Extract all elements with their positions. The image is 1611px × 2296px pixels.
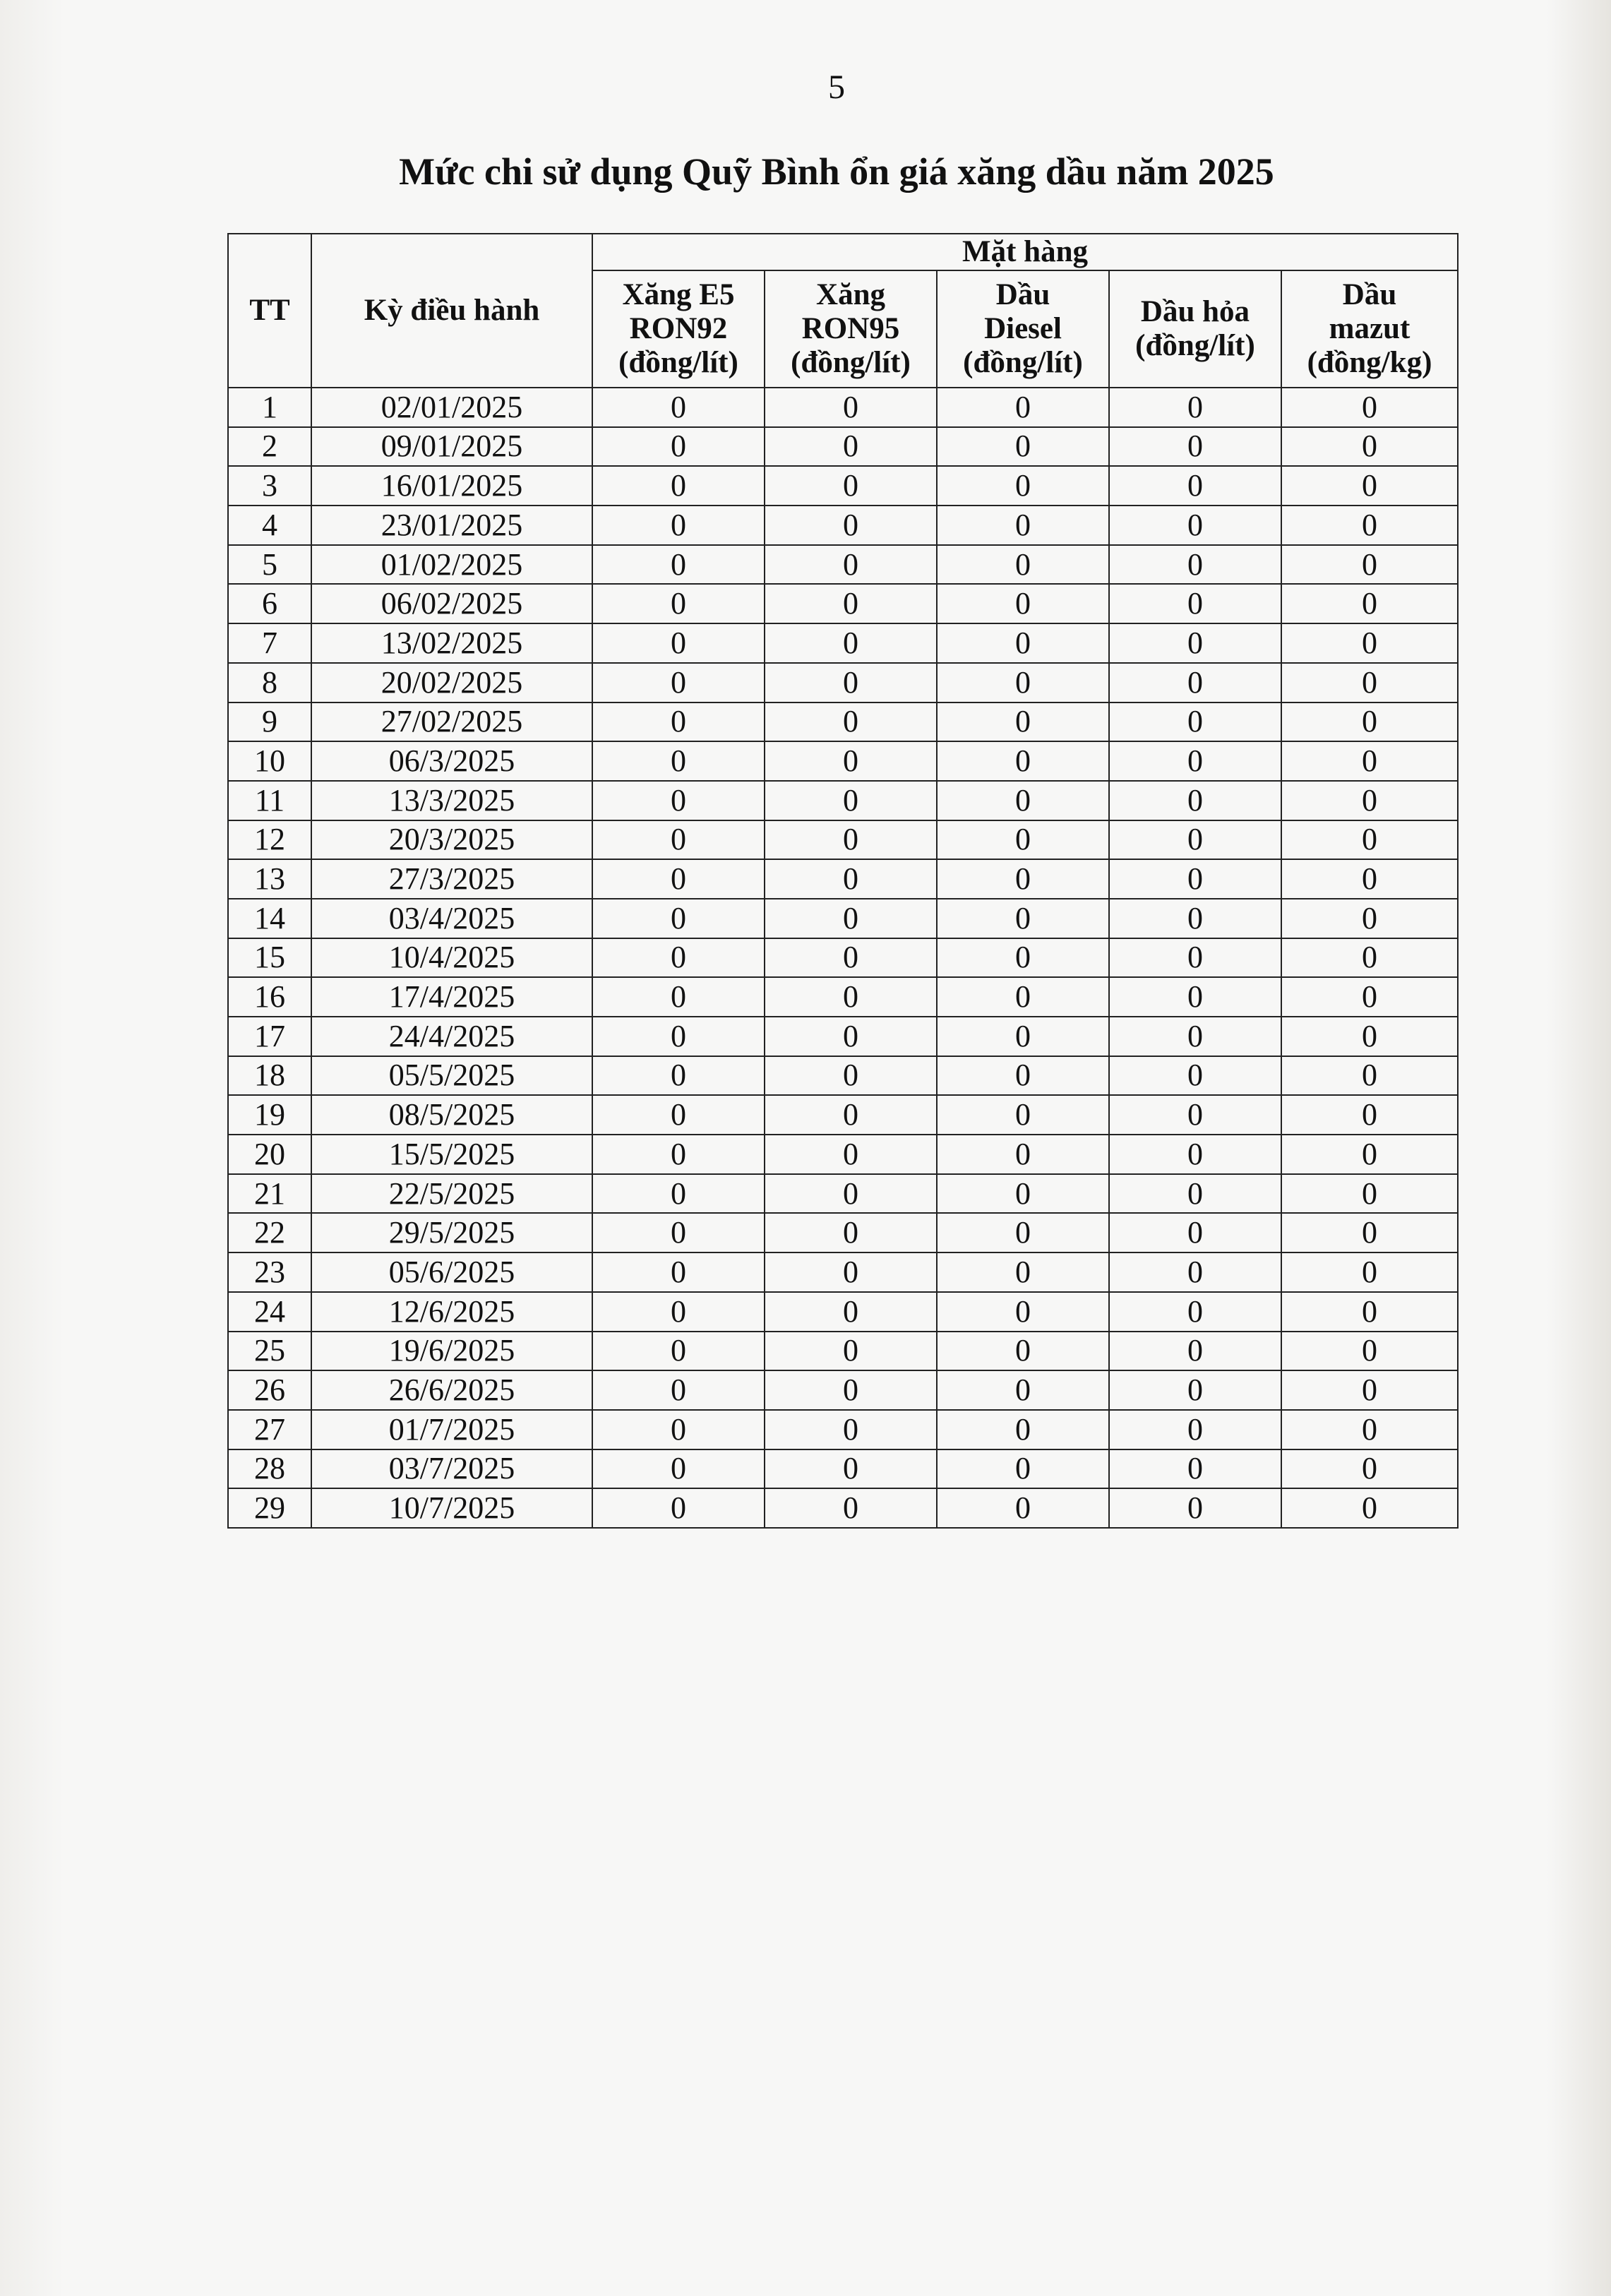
- period-cell: 17/4/2025: [311, 977, 592, 1017]
- e5-ron92-cell: 0: [592, 820, 765, 860]
- period-cell: 13/02/2025: [311, 623, 592, 663]
- ron95-cell: 0: [765, 1292, 937, 1332]
- e5-ron92-cell: 0: [592, 1213, 765, 1252]
- page-number: 5: [828, 68, 845, 106]
- mazut-cell: 0: [1281, 545, 1458, 585]
- period-cell: 19/6/2025: [311, 1332, 592, 1371]
- e5-ron92-cell: 0: [592, 899, 765, 938]
- ron95-cell: 0: [765, 388, 937, 427]
- header-e5-ron92: [592, 270, 765, 388]
- mazut-cell: 0: [1281, 584, 1458, 623]
- mazut-cell: 0: [1281, 506, 1458, 545]
- mazut-cell: 0: [1281, 1017, 1458, 1056]
- table-row: [228, 1410, 1458, 1449]
- kerosene-cell: 0: [1109, 1292, 1281, 1332]
- diesel-cell: 0: [937, 820, 1109, 860]
- table-row: [228, 781, 1458, 820]
- row-number-cell: 7: [228, 623, 311, 663]
- ron95-cell: 0: [765, 545, 937, 585]
- kerosene-cell: 0: [1109, 1056, 1281, 1096]
- period-cell: 27/02/2025: [311, 702, 592, 742]
- ron95-cell: 0: [765, 1056, 937, 1096]
- kerosene-cell: 0: [1109, 859, 1281, 899]
- ron95-cell: 0: [765, 1410, 937, 1449]
- diesel-cell: 0: [937, 859, 1109, 899]
- kerosene-cell: 0: [1109, 584, 1281, 623]
- period-cell: 03/7/2025: [311, 1449, 592, 1489]
- table-row: [228, 1488, 1458, 1528]
- header-line: mazut: [1329, 311, 1411, 345]
- diesel-cell: 0: [937, 1174, 1109, 1214]
- period-cell: 27/3/2025: [311, 859, 592, 899]
- diesel-cell: 0: [937, 1135, 1109, 1174]
- table-row: [228, 1449, 1458, 1489]
- header-line: Dầu hỏa: [1140, 294, 1250, 328]
- stabilization-fund-table: [227, 233, 1459, 1529]
- diesel-cell: 0: [937, 1056, 1109, 1096]
- header-line: (đồng/lít): [618, 346, 738, 380]
- header-group-row: [228, 234, 1458, 270]
- diesel-cell: 0: [937, 623, 1109, 663]
- ron95-cell: 0: [765, 1135, 937, 1174]
- e5-ron92-cell: 0: [592, 1095, 765, 1135]
- ron95-cell: 0: [765, 1174, 937, 1214]
- mazut-cell: 0: [1281, 466, 1458, 506]
- table-row: [228, 977, 1458, 1017]
- row-number-cell: 15: [228, 938, 311, 978]
- mazut-cell: 0: [1281, 859, 1458, 899]
- e5-ron92-cell: 0: [592, 1332, 765, 1371]
- kerosene-cell: 0: [1109, 1332, 1281, 1371]
- header-diesel: [937, 270, 1109, 388]
- mazut-cell: 0: [1281, 1135, 1458, 1174]
- e5-ron92-cell: 0: [592, 1488, 765, 1528]
- period-cell: 16/01/2025: [311, 466, 592, 506]
- header-line: RON92: [629, 311, 728, 345]
- e5-ron92-cell: 0: [592, 506, 765, 545]
- ron95-cell: 0: [765, 781, 937, 820]
- diesel-cell: 0: [937, 663, 1109, 702]
- diesel-cell: 0: [937, 1213, 1109, 1252]
- kerosene-cell: 0: [1109, 1488, 1281, 1528]
- diesel-cell: 0: [937, 899, 1109, 938]
- e5-ron92-cell: 0: [592, 663, 765, 702]
- ron95-cell: 0: [765, 1332, 937, 1371]
- ron95-cell: 0: [765, 663, 937, 702]
- table-row: [228, 1292, 1458, 1332]
- mazut-cell: 0: [1281, 1332, 1458, 1371]
- table-row: [228, 1332, 1458, 1371]
- diesel-cell: 0: [937, 1252, 1109, 1292]
- mazut-cell: 0: [1281, 702, 1458, 742]
- row-number-cell: 11: [228, 781, 311, 820]
- row-number-cell: 14: [228, 899, 311, 938]
- row-number-cell: 10: [228, 741, 311, 781]
- ron95-cell: 0: [765, 859, 937, 899]
- e5-ron92-cell: 0: [592, 623, 765, 663]
- diesel-cell: 0: [937, 741, 1109, 781]
- kerosene-cell: 0: [1109, 506, 1281, 545]
- table-row: [228, 702, 1458, 742]
- kerosene-cell: 0: [1109, 1252, 1281, 1292]
- mazut-cell: 0: [1281, 938, 1458, 978]
- mazut-cell: 0: [1281, 1213, 1458, 1252]
- ron95-cell: 0: [765, 1017, 937, 1056]
- table-row: [228, 663, 1458, 702]
- ron95-cell: 0: [765, 1488, 937, 1528]
- mazut-cell: 0: [1281, 388, 1458, 427]
- e5-ron92-cell: 0: [592, 1056, 765, 1096]
- diesel-cell: 0: [937, 1370, 1109, 1410]
- ron95-cell: 0: [765, 584, 937, 623]
- kerosene-cell: 0: [1109, 977, 1281, 1017]
- mazut-cell: 0: [1281, 820, 1458, 860]
- header-line: Dầu: [995, 277, 1050, 311]
- period-cell: 22/5/2025: [311, 1174, 592, 1214]
- ron95-cell: 0: [765, 899, 937, 938]
- table-row: [228, 1017, 1458, 1056]
- row-number-cell: 6: [228, 584, 311, 623]
- row-number-cell: 3: [228, 466, 311, 506]
- table-row: [228, 1213, 1458, 1252]
- table-row: [228, 1095, 1458, 1135]
- header-line: Dầu: [1342, 277, 1397, 311]
- mazut-cell: 0: [1281, 741, 1458, 781]
- kerosene-cell: 0: [1109, 623, 1281, 663]
- mazut-cell: 0: [1281, 781, 1458, 820]
- mazut-cell: 0: [1281, 1449, 1458, 1489]
- table-row: [228, 938, 1458, 978]
- row-number-cell: 28: [228, 1449, 311, 1489]
- row-number-cell: 5: [228, 545, 311, 585]
- header-line: Xăng E5: [622, 277, 735, 311]
- row-number-cell: 8: [228, 663, 311, 702]
- diesel-cell: 0: [937, 977, 1109, 1017]
- diesel-cell: 0: [937, 1332, 1109, 1371]
- period-cell: 13/3/2025: [311, 781, 592, 820]
- mazut-cell: 0: [1281, 1056, 1458, 1096]
- mazut-cell: 0: [1281, 977, 1458, 1017]
- row-number-cell: 1: [228, 388, 311, 427]
- ron95-cell: 0: [765, 820, 937, 860]
- kerosene-cell: 0: [1109, 1213, 1281, 1252]
- header-tt: TT: [228, 234, 311, 388]
- ron95-cell: 0: [765, 702, 937, 742]
- row-number-cell: 4: [228, 506, 311, 545]
- table-body: [228, 388, 1458, 1528]
- e5-ron92-cell: 0: [592, 1410, 765, 1449]
- e5-ron92-cell: 0: [592, 702, 765, 742]
- kerosene-cell: 0: [1109, 427, 1281, 467]
- table-row: [228, 545, 1458, 585]
- table-row: [228, 820, 1458, 860]
- period-cell: 06/3/2025: [311, 741, 592, 781]
- kerosene-cell: 0: [1109, 1174, 1281, 1214]
- diesel-cell: 0: [937, 388, 1109, 427]
- header-line: (đồng/kg): [1307, 346, 1432, 380]
- period-cell: 20/02/2025: [311, 663, 592, 702]
- diesel-cell: 0: [937, 1488, 1109, 1528]
- kerosene-cell: 0: [1109, 741, 1281, 781]
- e5-ron92-cell: 0: [592, 859, 765, 899]
- table-row: [228, 466, 1458, 506]
- mazut-cell: 0: [1281, 623, 1458, 663]
- row-number-cell: 12: [228, 820, 311, 860]
- mazut-cell: 0: [1281, 899, 1458, 938]
- kerosene-cell: 0: [1109, 938, 1281, 978]
- header-line: (đồng/lít): [1135, 329, 1255, 362]
- period-cell: 26/6/2025: [311, 1370, 592, 1410]
- table-row: [228, 388, 1458, 427]
- table-row: [228, 1370, 1458, 1410]
- e5-ron92-cell: 0: [592, 1449, 765, 1489]
- ron95-cell: 0: [765, 623, 937, 663]
- diesel-cell: 0: [937, 781, 1109, 820]
- table-row: [228, 859, 1458, 899]
- period-cell: 09/01/2025: [311, 427, 592, 467]
- diesel-cell: 0: [937, 466, 1109, 506]
- ron95-cell: 0: [765, 741, 937, 781]
- e5-ron92-cell: 0: [592, 1292, 765, 1332]
- diesel-cell: 0: [937, 584, 1109, 623]
- row-number-cell: 19: [228, 1095, 311, 1135]
- row-number-cell: 21: [228, 1174, 311, 1214]
- kerosene-cell: 0: [1109, 820, 1281, 860]
- diesel-cell: 0: [937, 545, 1109, 585]
- ron95-cell: 0: [765, 506, 937, 545]
- ron95-cell: 0: [765, 427, 937, 467]
- row-number-cell: 18: [228, 1056, 311, 1096]
- header-line: (đồng/lít): [791, 346, 911, 380]
- diesel-cell: 0: [937, 938, 1109, 978]
- e5-ron92-cell: 0: [592, 781, 765, 820]
- e5-ron92-cell: 0: [592, 466, 765, 506]
- period-cell: 01/02/2025: [311, 545, 592, 585]
- e5-ron92-cell: 0: [592, 427, 765, 467]
- header-line: Xăng: [816, 277, 885, 311]
- kerosene-cell: 0: [1109, 1370, 1281, 1410]
- ron95-cell: 0: [765, 938, 937, 978]
- diesel-cell: 0: [937, 1017, 1109, 1056]
- header-kerosene: [1109, 270, 1281, 388]
- mazut-cell: 0: [1281, 1292, 1458, 1332]
- period-cell: 06/02/2025: [311, 584, 592, 623]
- table-row: [228, 506, 1458, 545]
- header-mazut: [1281, 270, 1458, 388]
- mazut-cell: 0: [1281, 1174, 1458, 1214]
- e5-ron92-cell: 0: [592, 1135, 765, 1174]
- table-header: [228, 234, 1458, 388]
- ron95-cell: 0: [765, 1095, 937, 1135]
- kerosene-cell: 0: [1109, 1449, 1281, 1489]
- diesel-cell: 0: [937, 1410, 1109, 1449]
- table-row: [228, 899, 1458, 938]
- e5-ron92-cell: 0: [592, 1174, 765, 1214]
- e5-ron92-cell: 0: [592, 1017, 765, 1056]
- period-cell: 20/3/2025: [311, 820, 592, 860]
- period-cell: 10/7/2025: [311, 1488, 592, 1528]
- row-number-cell: 24: [228, 1292, 311, 1332]
- header-product-group: Mặt hàng: [592, 234, 1458, 270]
- kerosene-cell: 0: [1109, 1095, 1281, 1135]
- table-row: [228, 1174, 1458, 1214]
- e5-ron92-cell: 0: [592, 1370, 765, 1410]
- row-number-cell: 16: [228, 977, 311, 1017]
- diesel-cell: 0: [937, 1292, 1109, 1332]
- period-cell: 29/5/2025: [311, 1213, 592, 1252]
- kerosene-cell: 0: [1109, 388, 1281, 427]
- header-ron95: [765, 270, 937, 388]
- period-cell: 24/4/2025: [311, 1017, 592, 1056]
- row-number-cell: 2: [228, 427, 311, 467]
- diesel-cell: 0: [937, 1449, 1109, 1489]
- period-cell: 15/5/2025: [311, 1135, 592, 1174]
- header-line: RON95: [801, 311, 900, 345]
- period-cell: 03/4/2025: [311, 899, 592, 938]
- kerosene-cell: 0: [1109, 702, 1281, 742]
- e5-ron92-cell: 0: [592, 545, 765, 585]
- ron95-cell: 0: [765, 1213, 937, 1252]
- document-title: Mức chi sử dụng Quỹ Bình ổn giá xăng dầu năm 2025: [399, 150, 1274, 193]
- period-cell: 05/5/2025: [311, 1056, 592, 1096]
- ron95-cell: 0: [765, 977, 937, 1017]
- diesel-cell: 0: [937, 506, 1109, 545]
- kerosene-cell: 0: [1109, 899, 1281, 938]
- period-cell: 10/4/2025: [311, 938, 592, 978]
- mazut-cell: 0: [1281, 1488, 1458, 1528]
- row-number-cell: 9: [228, 702, 311, 742]
- period-cell: 12/6/2025: [311, 1292, 592, 1332]
- kerosene-cell: 0: [1109, 1017, 1281, 1056]
- mazut-cell: 0: [1281, 427, 1458, 467]
- e5-ron92-cell: 0: [592, 741, 765, 781]
- ron95-cell: 0: [765, 1252, 937, 1292]
- e5-ron92-cell: 0: [592, 1252, 765, 1292]
- row-number-cell: 25: [228, 1332, 311, 1371]
- row-number-cell: 13: [228, 859, 311, 899]
- e5-ron92-cell: 0: [592, 977, 765, 1017]
- table-row: [228, 1252, 1458, 1292]
- period-cell: 02/01/2025: [311, 388, 592, 427]
- row-number-cell: 22: [228, 1213, 311, 1252]
- e5-ron92-cell: 0: [592, 388, 765, 427]
- ron95-cell: 0: [765, 1370, 937, 1410]
- ron95-cell: 0: [765, 1449, 937, 1489]
- mazut-cell: 0: [1281, 663, 1458, 702]
- row-number-cell: 23: [228, 1252, 311, 1292]
- mazut-cell: 0: [1281, 1095, 1458, 1135]
- period-cell: 01/7/2025: [311, 1410, 592, 1449]
- mazut-cell: 0: [1281, 1252, 1458, 1292]
- table-row: [228, 584, 1458, 623]
- row-number-cell: 27: [228, 1410, 311, 1449]
- kerosene-cell: 0: [1109, 466, 1281, 506]
- period-cell: 08/5/2025: [311, 1095, 592, 1135]
- period-cell: 05/6/2025: [311, 1252, 592, 1292]
- table-row: [228, 1056, 1458, 1096]
- ron95-cell: 0: [765, 466, 937, 506]
- mazut-cell: 0: [1281, 1370, 1458, 1410]
- row-number-cell: 29: [228, 1488, 311, 1528]
- period-cell: 23/01/2025: [311, 506, 592, 545]
- row-number-cell: 20: [228, 1135, 311, 1174]
- table-row: [228, 1135, 1458, 1174]
- row-number-cell: 26: [228, 1370, 311, 1410]
- kerosene-cell: 0: [1109, 545, 1281, 585]
- e5-ron92-cell: 0: [592, 584, 765, 623]
- header-line: Diesel: [984, 311, 1062, 345]
- row-number-cell: 17: [228, 1017, 311, 1056]
- table-row: [228, 427, 1458, 467]
- diesel-cell: 0: [937, 427, 1109, 467]
- header-line: (đồng/lít): [963, 346, 1083, 380]
- kerosene-cell: 0: [1109, 663, 1281, 702]
- kerosene-cell: 0: [1109, 781, 1281, 820]
- kerosene-cell: 0: [1109, 1135, 1281, 1174]
- e5-ron92-cell: 0: [592, 938, 765, 978]
- kerosene-cell: 0: [1109, 1410, 1281, 1449]
- diesel-cell: 0: [937, 702, 1109, 742]
- table-row: [228, 741, 1458, 781]
- diesel-cell: 0: [937, 1095, 1109, 1135]
- header-period: Kỳ điều hành: [311, 234, 592, 388]
- mazut-cell: 0: [1281, 1410, 1458, 1449]
- table-row: [228, 623, 1458, 663]
